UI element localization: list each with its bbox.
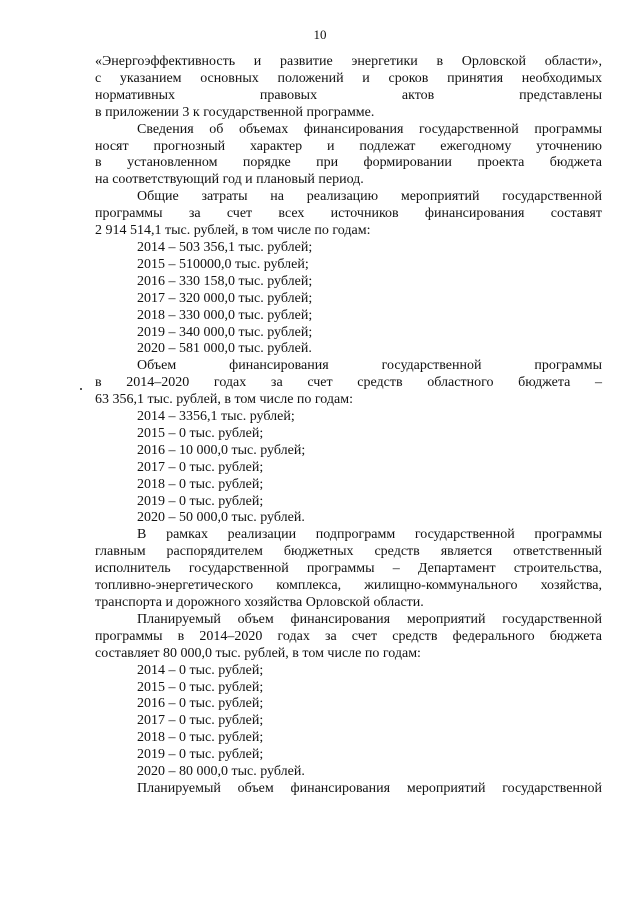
regional-line: Объем финансирования государственной программы xyxy=(137,358,602,374)
page-number: 10 xyxy=(313,27,327,42)
list-item: 2014 – 503 356,1 тыс. рублей; xyxy=(137,239,313,255)
continuation-line: Планируемый объем финансирования мероприятий государственной xyxy=(137,780,602,796)
list-item: 2017 – 320 000,0 тыс. рублей; xyxy=(137,290,313,306)
intro-line: «Энергоэффективность и развитие энергетики в Орловской области», xyxy=(95,54,602,69)
list-item: 2016 – 0 тыс. рублей; xyxy=(137,696,264,712)
federal-line: Планируемый объем финансирования мероприятий государственной xyxy=(137,611,602,627)
budget-manager-paragraph xyxy=(95,527,602,612)
manager-line: исполнитель государственной программы – Департамент строительства, xyxy=(95,561,602,577)
regional-budget-list xyxy=(95,409,602,527)
scan-speck xyxy=(80,388,82,390)
list-item: 2020 – 50 000,0 тыс. рублей. xyxy=(137,510,305,526)
total-line: Общие затраты на реализацию мероприятий государственной xyxy=(137,189,602,205)
list-item: 2020 – 80 000,0 тыс. рублей. xyxy=(137,764,305,780)
list-item: 2018 – 0 тыс. рублей; xyxy=(137,730,264,746)
list-item: 2014 – 0 тыс. рублей; xyxy=(137,662,264,678)
intro-line: с указанием основных положений и сроков принятия необходимых xyxy=(95,70,602,86)
page-body xyxy=(95,54,602,798)
list-item: 2017 – 0 тыс. рублей; xyxy=(137,713,264,729)
regional-budget-paragraph xyxy=(95,358,602,409)
intro-line: нормативных правовых актов представлены xyxy=(95,87,602,103)
manager-line: главным распорядителем бюджетных средств является ответственный xyxy=(95,544,602,560)
list-item: 2019 – 0 тыс. рублей; xyxy=(137,747,264,763)
total-costs-paragraph xyxy=(95,189,602,240)
federal-budget-paragraph xyxy=(95,612,602,663)
list-item: 2015 – 0 тыс. рублей; xyxy=(137,425,264,441)
list-item: 2016 – 10 000,0 тыс. рублей; xyxy=(137,442,306,458)
list-item: 2018 – 0 тыс. рублей; xyxy=(137,476,264,492)
manager-line: топливно-энергетического комплекса, жилищно-коммунального хозяйства, xyxy=(95,578,602,594)
continuation-paragraph xyxy=(95,781,602,798)
forecast-line: Сведения об объемах финансирования государственной программы xyxy=(137,121,602,137)
list-item: 2015 – 510000,0 тыс. рублей; xyxy=(137,256,309,272)
total-line: 2 914 514,1 тыс. рублей, в том числе по годам: xyxy=(95,223,371,239)
federal-line: составляет 80 000,0 тыс. рублей, в том числе по годам: xyxy=(95,645,421,661)
list-item: 2020 – 581 000,0 тыс. рублей. xyxy=(137,341,312,357)
manager-line: транспорта и дорожного хозяйства Орловской области. xyxy=(95,595,424,610)
forecast-line: в установленном порядке при формировании проекта бюджета xyxy=(95,155,602,171)
list-item: 2018 – 330 000,0 тыс. рублей; xyxy=(137,307,313,323)
total-line: программы за счет всех источников финансирования составят xyxy=(95,206,602,222)
list-item: 2019 – 340 000,0 тыс. рублей; xyxy=(137,324,313,340)
list-item: 2015 – 0 тыс. рублей; xyxy=(137,679,264,695)
regional-line: в 2014–2020 годах за счет средств областного бюджета – xyxy=(95,375,602,391)
federal-line: программы в 2014–2020 годах за счет средств федерального бюджета xyxy=(95,628,602,644)
intro-paragraph xyxy=(95,54,602,122)
forecast-line: носят прогнозный характер и подлежат ежегодному уточнению xyxy=(95,138,602,154)
forecast-line: на соответствующий год и плановый период. xyxy=(95,172,364,188)
list-item: 2017 – 0 тыс. рублей; xyxy=(137,459,264,475)
forecast-paragraph xyxy=(95,122,602,190)
intro-line: в приложении 3 к государственной программе. xyxy=(95,104,375,120)
list-item: 2016 – 330 158,0 тыс. рублей; xyxy=(137,273,313,289)
federal-budget-list xyxy=(95,663,602,781)
list-item: 2014 – 3356,1 тыс. рублей; xyxy=(137,409,295,425)
list-item: 2019 – 0 тыс. рублей; xyxy=(137,493,264,509)
total-costs-list xyxy=(95,240,602,358)
regional-line: 63 356,1 тыс. рублей, в том числе по годам: xyxy=(95,392,353,408)
manager-line: В рамках реализации подпрограмм государственной программы xyxy=(137,527,602,543)
